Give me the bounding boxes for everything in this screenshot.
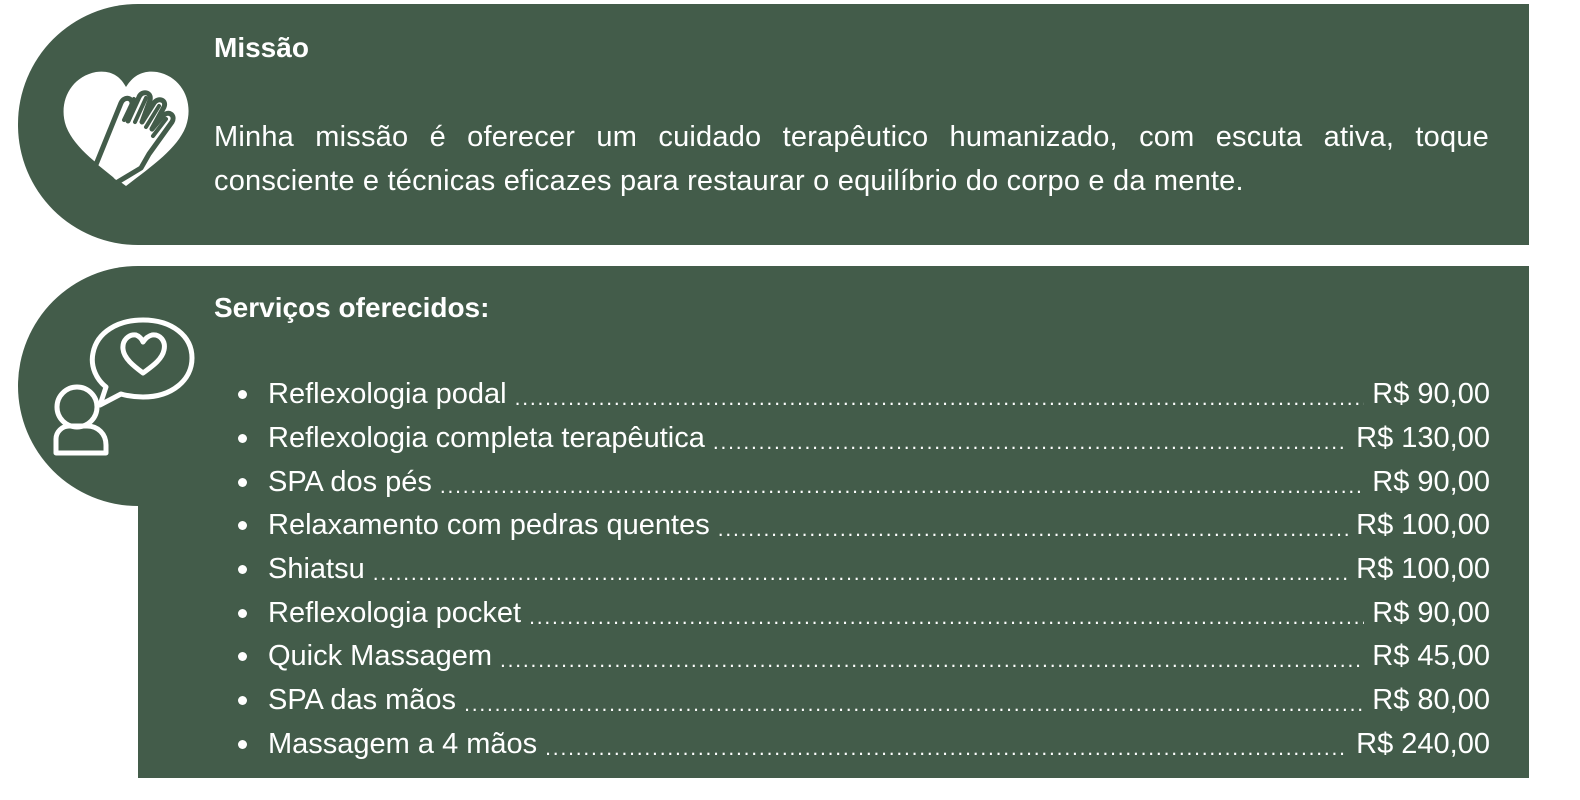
- service-item: [238, 460, 1490, 504]
- bullet-icon: [238, 390, 247, 399]
- bullet-icon: [238, 434, 247, 443]
- bullet-icon: [238, 565, 247, 574]
- bullet-icon: [238, 740, 247, 749]
- service-item: [238, 417, 1490, 461]
- services-title: Serviços oferecidos:: [214, 292, 490, 323]
- service-name: Relaxamento com pedras quentes: [268, 509, 710, 542]
- service-item: [238, 591, 1490, 635]
- bullet-icon: [238, 696, 247, 705]
- bullet-icon: [238, 609, 247, 618]
- service-name: Massagem a 4 mãos: [268, 727, 538, 760]
- service-item: [238, 635, 1490, 679]
- services-list: [238, 373, 1490, 766]
- chat-heart-user-icon: [48, 314, 198, 460]
- bullet-icon: [238, 652, 247, 661]
- service-name: Reflexologia pocket: [268, 596, 522, 629]
- dot-leader: [545, 738, 1348, 759]
- service-item: [238, 504, 1490, 548]
- service-name: Shiatsu: [268, 553, 365, 586]
- service-price: R$ 90,00: [1372, 465, 1490, 498]
- dot-leader: [500, 650, 1364, 671]
- service-price: R$ 90,00: [1372, 596, 1490, 629]
- service-name: Reflexologia completa terapêutica: [268, 422, 705, 455]
- service-price: R$ 100,00: [1356, 509, 1490, 542]
- service-name: Quick Massagem: [268, 640, 493, 673]
- dot-leader: [440, 476, 1364, 497]
- service-name: SPA dos pés: [268, 465, 432, 498]
- service-price: R$ 240,00: [1356, 727, 1490, 760]
- service-item: [238, 723, 1490, 767]
- dot-leader: [515, 388, 1364, 409]
- mission-text: Minha missão é oferecer um cuidado terapêutico humanizado, com escuta ativa, toque consciente e técnicas eficazes para restaurar o equilíbrio do corpo e da mente.: [214, 121, 1489, 197]
- dot-leader: [529, 607, 1364, 628]
- service-price: R$ 80,00: [1372, 684, 1490, 717]
- bullet-icon: [238, 478, 247, 487]
- service-item: [238, 373, 1490, 417]
- service-price: R$ 130,00: [1356, 422, 1490, 455]
- service-price: R$ 90,00: [1372, 378, 1490, 411]
- service-item: [238, 548, 1490, 592]
- dot-leader: [373, 563, 1348, 584]
- bullet-icon: [238, 521, 247, 530]
- heart-hand-icon: [58, 64, 194, 188]
- dot-leader: [718, 519, 1348, 540]
- service-name: SPA das mãos: [268, 684, 457, 717]
- dot-leader: [464, 694, 1364, 715]
- dot-leader: [713, 432, 1348, 453]
- service-item: [238, 679, 1490, 723]
- service-name: Reflexologia podal: [268, 378, 507, 411]
- service-price: R$ 100,00: [1356, 553, 1490, 586]
- service-price: R$ 45,00: [1372, 640, 1490, 673]
- mission-title: Missão: [214, 32, 309, 63]
